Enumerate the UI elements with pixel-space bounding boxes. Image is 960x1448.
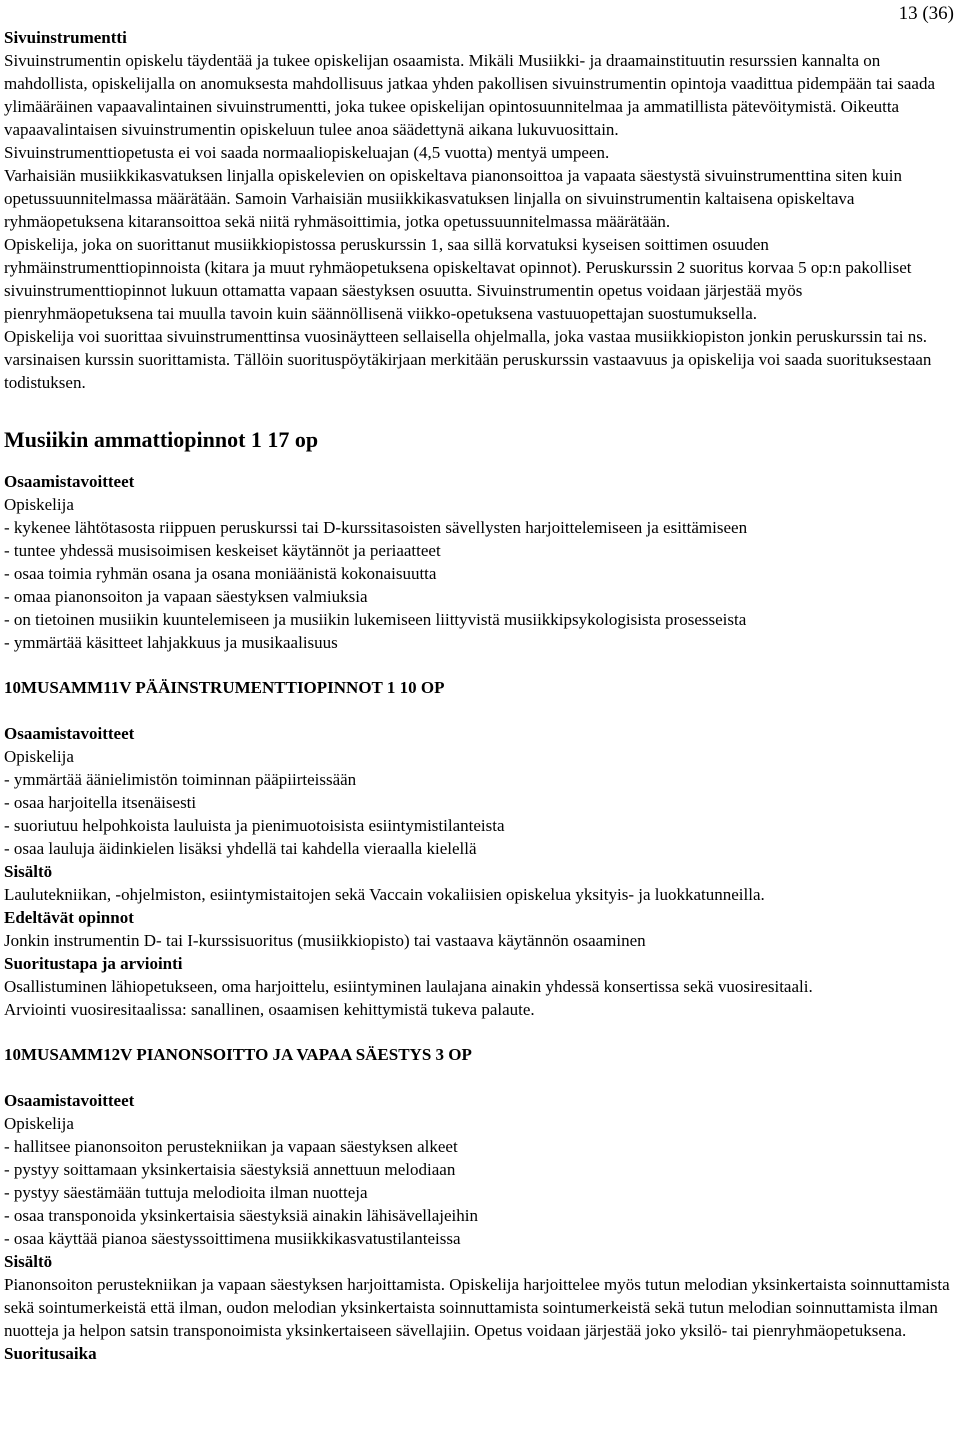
- section-objectives-heading: Osaamistavoitteet: [4, 472, 135, 491]
- list-item: - hallitsee pianonsoiton perustekniikan ja vapaan säestyksen alkeet: [4, 1137, 458, 1156]
- course1-prereq-heading: Edeltävät opinnot: [4, 908, 134, 927]
- intro-paragraph-2: Sivuinstrumenttiopetusta ei voi saada normaaliopiskeluajan (4,5 vuotta) mentyä umpeen.: [4, 143, 610, 162]
- intro-paragraph-5: Opiskelija voi suorittaa sivuinstrumenttinsa vuosinäytteen sellaisella ohjelmalla, joka vastaa musiikkiopiston jonkin peruskurssin tai ns. varsinaisen kurssin suorittamista. Tällöin suorituspöytäkirjaan merkitään peruskurssin vastaavuus ja opiskelija voi saada suorituksestaan todistuksen.: [4, 327, 932, 392]
- list-item: - pystyy säestämään tuttuja melodioita ilman nuotteja: [4, 1183, 368, 1202]
- section-title: Musiikin ammattiopinnot 1 17 op: [4, 427, 319, 452]
- list-item: - osaa harjoitella itsenäisesti: [4, 793, 197, 812]
- page-content: [4, 0, 954, 1365]
- section-subject: Opiskelija: [4, 495, 74, 514]
- list-item: - osaa käyttää pianoa säestyssoittimena musiikkikasvatustilanteissa: [4, 1229, 461, 1248]
- list-item: - pystyy soittamaan yksinkertaisia säestyksiä annettuun melodiaan: [4, 1160, 456, 1179]
- course2-duration-heading: Suoritusaika: [4, 1344, 97, 1363]
- course1-objectives-list: [4, 768, 954, 860]
- course2-subject: Opiskelija: [4, 1114, 74, 1133]
- course2-content-heading: Sisältö: [4, 1252, 53, 1271]
- course2-content: Pianonsoiton perustekniikan ja vapaan säestyksen harjoittamista. Opiskelija harjoittelee myös tutun melodian yksinkertaista soinnuttamista sekä sointumerkeistä että ilman, oudon melodian yksinkertaista soinnuttamista sointumerkeistä sekä tutun melodian soinnuttamista ilman nuotteja ja helpon satsin transponoimista yksinkertaiseen sävellajiin. Opetus voidaan järjestää joko yksilö- tai pienryhmäopetuksena.: [4, 1275, 950, 1340]
- list-item: - kykenee lähtötasosta riippuen peruskurssi tai D-kurssitasoisten sävellysten harjoittelemiseen ja esittämiseen: [4, 518, 748, 537]
- course1-subject: Opiskelija: [4, 747, 74, 766]
- course1-method: Osallistuminen lähiopetukseen, oma harjoittelu, esiintyminen laulajana ainakin yhdessä konsertissa sekä vuosiresitaali.: [4, 977, 813, 996]
- list-item: - tuntee yhdessä musisoimisen keskeiset käytännöt ja periaatteet: [4, 541, 441, 560]
- course2-objectives-heading: Osaamistavoitteet: [4, 1091, 135, 1110]
- course2-title: 10MUSAMM12V PIANONSOITTO JA VAPAA SÄESTYS 3 OP: [4, 1045, 472, 1064]
- intro-paragraph-3: Varhaisiän musiikkikasvatuksen linjalla opiskelevien on opiskeltava pianonsoittoa ja vapaata säestystä sivuinstrumenttina siten kuin opetussuunnitelmassa määrätään. Samoin Varhaisiän musiikkikasvatuksen linjalla on sivuinstrumentin kaltaisena opiskeltava ryhmäopetuksena kitaransoittoa sekä niitä ryhmäsoittimia, jotka opetussuunnitelmassa määrätään.: [4, 166, 902, 231]
- course1-content: Laulutekniikan, -ohjelmiston, esiintymistaitojen sekä Vaccain vokaliisien opiskelua yksityis- ja luokkatunneilla.: [4, 885, 765, 904]
- list-item: - osaa transponoida yksinkertaisia säestyksiä ainakin lähisävellajeihin: [4, 1206, 478, 1225]
- page-number: 13 (36): [898, 3, 954, 24]
- course1-assessment: Arviointi vuosiresitaalissa: sanallinen, osaamisen kehittymistä tukeva palaute.: [4, 1000, 535, 1019]
- course1-prereq: Jonkin instrumentin D- tai I-kurssisuoritus (musiikkiopisto) tai vastaava käytännön osaaminen: [4, 931, 646, 950]
- list-item: - ymmärtää äänielimistön toiminnan pääpiirteissään: [4, 770, 357, 789]
- intro-heading: Sivuinstrumentti: [4, 28, 127, 47]
- course1-title: 10MUSAMM11V PÄÄINSTRUMENTTIOPINNOT 1 10 OP: [4, 678, 445, 697]
- list-item: - osaa lauluja äidinkielen lisäksi yhdellä tai kahdella vieraalla kielellä: [4, 839, 477, 858]
- course2-objectives-list: [4, 1135, 954, 1250]
- list-item: - osaa toimia ryhmän osana ja osana moniäänistä kokonaisuutta: [4, 564, 437, 583]
- intro-paragraph-4: Opiskelija, joka on suorittanut musiikkiopistossa peruskurssin 1, saa sillä korvatuksi kyseisen soittimen osuuden ryhmäinstrumenttiopinnoista (kitara ja muut ryhmäopetuksena opiskeltavat opinnot). Peruskurssin 2 suoritus korvaa 5 op:n pakolliset sivuinstrumenttiopinnot lukuun ottamatta vapaan säestyksen osuutta. Sivuinstrumentin opetus voidaan järjestää myös pienryhmäopetuksena tai muulla tavoin kuin säännöllisenä viikko-opetuksena vastuuopettajan suostumuksella.: [4, 235, 912, 323]
- list-item: - omaa pianonsoiton ja vapaan säestyksen valmiuksia: [4, 587, 368, 606]
- course1-content-heading: Sisältö: [4, 862, 53, 881]
- list-item: - on tietoinen musiikin kuuntelemiseen ja musiikin lukemiseen liittyvistä musiikkipsykologisista prosesseista: [4, 610, 747, 629]
- intro-paragraph-1: Sivuinstrumentin opiskelu täydentää ja tukee opiskelijan osaamista. Mikäli Musiikki- ja draamainstituutin resurssien kannalta on mahdollista, opiskelijalla on anomuksesta mahdollisuus jatkaa yhden pakollisen sivuinstrumentin opintoja vaadittua pidempään tai saada ylimääräinen vapaavalintainen sivuinstrumentti, joka tukee opiskelijan opintosuunnitelmaa ja ammatillista pätevöitymistä. Oikeutta vapaavalintaisen sivuinstrumentin opiskeluun tulee anoa säädettynä aikana lukuvuosittain.: [4, 51, 936, 139]
- course1-objectives-heading: Osaamistavoitteet: [4, 724, 135, 743]
- list-item: - ymmärtää käsitteet lahjakkuus ja musikaalisuus: [4, 633, 338, 652]
- course1-method-heading: Suoritustapa ja arviointi: [4, 954, 183, 973]
- section-objectives-list: [4, 516, 954, 654]
- list-item: - suoriutuu helpohkoista lauluista ja pienimuotoisista esiintymistilanteista: [4, 816, 505, 835]
